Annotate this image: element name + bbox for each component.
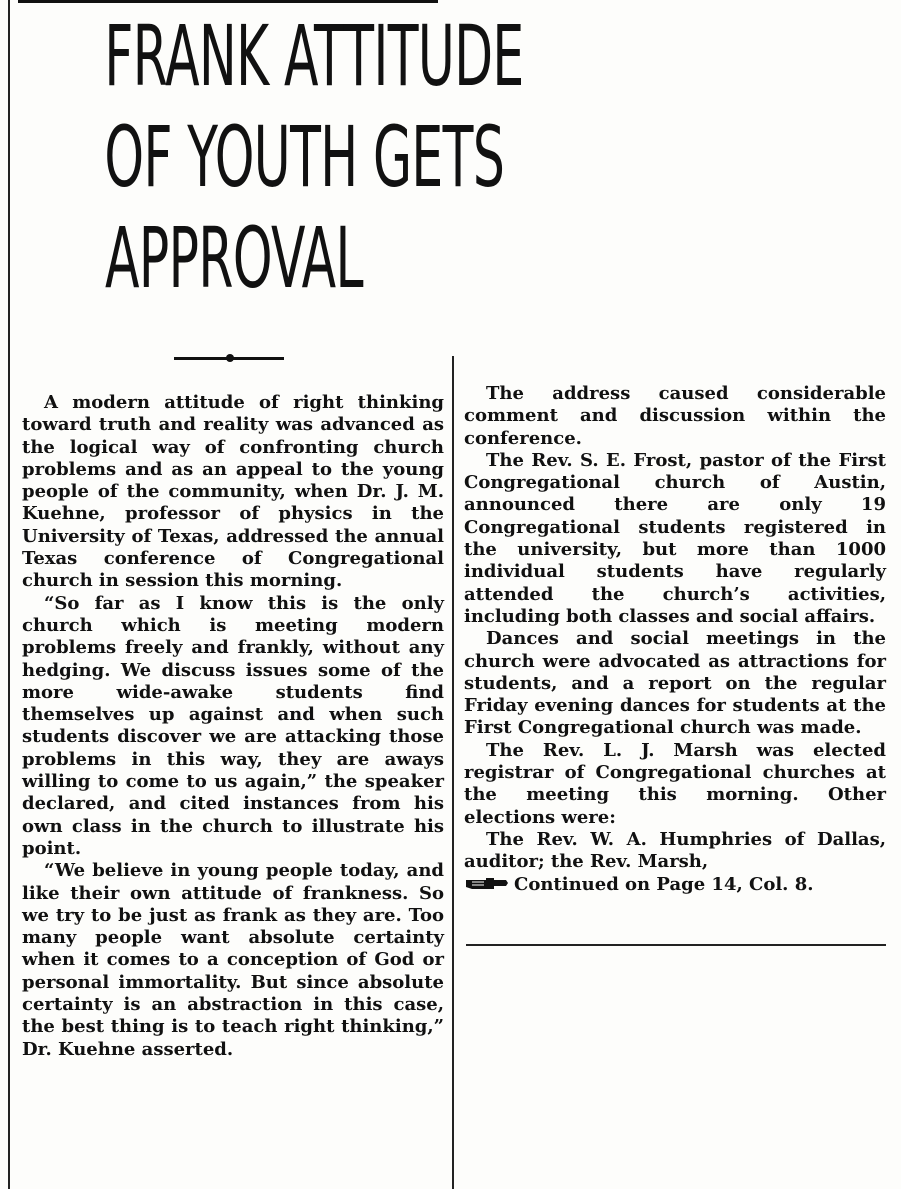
headline-line-3: APPROVAL — [104, 209, 364, 307]
paragraph: Dances and social meetings in the church were advocated as attractions for students, and a report on the regular Friday evening dances for students at the First Congregational church was made. — [464, 628, 886, 739]
headline-line-2: OF YOUTH GETS — [104, 108, 505, 206]
column-end-rule — [466, 944, 886, 946]
paragraph: “We believe in young people today, and like their own attitude of frankness. So we try to be just as frank as they are. Too many people want absolute certainty when it comes to a conception of God or personal immortality. But since absolute certainty is an abstraction in this case, the best thing is to teach right thinking,” Dr. Kuehne asserted. — [22, 860, 444, 1060]
headline-divider-dot — [226, 354, 234, 362]
column-divider — [452, 356, 454, 1189]
page-margin-rule — [8, 0, 10, 1189]
paragraph: The Rev. L. J. Marsh was elected registrar of Congregational churches at the meeting this morning. Other elections were: — [464, 739, 886, 828]
top-rule — [18, 0, 438, 3]
paragraph: The Rev. W. A. Humphries of Dallas, auditor; the Rev. Marsh, — [464, 828, 886, 873]
paragraph: The Rev. S. E. Frost, pastor of the First Congregational church of Austin, announced there are only 19 Congregational students registered in the university, but more than 1000 individual students have regularly attended the church’s activities, including both classes and social affairs. — [464, 449, 886, 627]
headline-line-1: FRANK ATTITUDE — [104, 7, 524, 105]
pointing-hand-icon — [464, 876, 508, 892]
paragraph: The address caused considerable comment and discussion within the conference. — [464, 383, 886, 449]
left-column — [22, 392, 444, 1061]
headline — [104, 6, 524, 309]
right-column — [464, 383, 886, 896]
continued-line — [464, 874, 886, 896]
paragraph: A modern attitude of right thinking toward truth and reality was advanced as the logical way of confronting church problems and as an appeal to the young people of the community, when Dr. J. M. Kuehne, professor of physics in the University of Texas, addressed the annual Texas conference of Congregational church in session this morning. — [22, 392, 444, 592]
continued-text: Continued on Page 14, Col. 8. — [514, 873, 814, 895]
paragraph: “So far as I know this is the only church which is meeting modern problems freely and frankly, without any hedging. We discuss issues some of the more wide-awake students find themselves up against and when such students discover we are attacking those problems in this way, they are aways willing to come to us again,” the speaker declared, and cited instances from his own class in the church to illustrate his point. — [22, 592, 444, 859]
